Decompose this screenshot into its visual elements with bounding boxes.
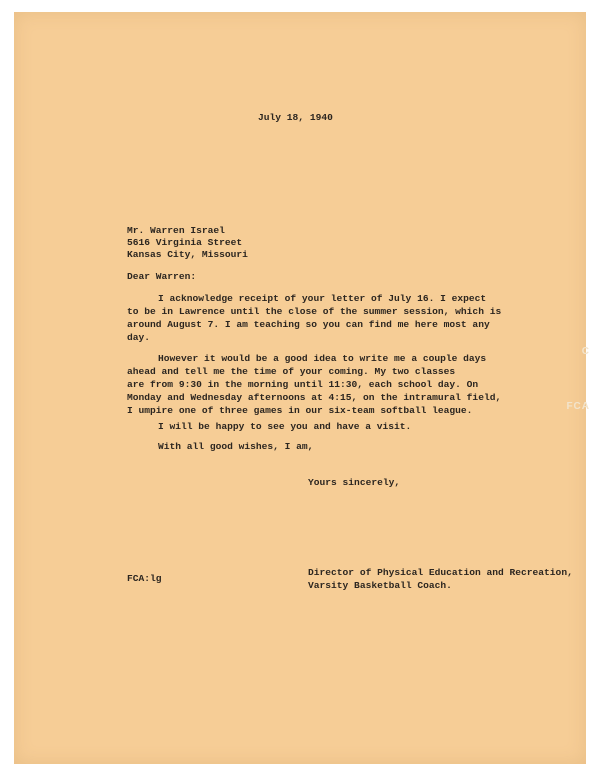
paragraph4: With all good wishes, I am, [158, 441, 314, 452]
paragraph2-line: I umpire one of three games in our six-team softball league. [127, 405, 473, 416]
recipient-city: Kansas City, Missouri [127, 249, 248, 260]
edge-mark: C [581, 346, 590, 357]
recipient-name: Mr. Warren Israel [127, 225, 225, 236]
reference-initials: FCA:lg [127, 573, 162, 584]
paragraph2-line: However it would be a good idea to write me a couple days [158, 353, 487, 364]
recipient-street: 5616 Virginia Street [127, 237, 243, 248]
paragraph2-line: are from 9:30 in the morning until 11:30, each school day. On [127, 379, 479, 390]
closing: Yours sincerely, [308, 477, 401, 488]
paragraph1-line: day. [127, 332, 151, 343]
paragraph1-line: to be in Lawrence until the close of the summer session, which is [127, 306, 502, 317]
paragraph1-line: I acknowledge receipt of your letter of July 16. I expect [158, 293, 487, 304]
paragraph2-line: ahead and tell me the time of your coming. My two classes [127, 366, 456, 377]
salutation: Dear Warren: [127, 271, 197, 282]
signature-title-line2: Varsity Basketball Coach. [308, 580, 452, 591]
signature-title-line1: Director of Physical Education and Recreation, [308, 567, 573, 578]
paragraph3: I will be happy to see you and have a visit. [158, 421, 412, 432]
edge-mark: FCA [566, 401, 590, 412]
paragraph1-line: around August 7. I am teaching so you can find me here most any [127, 319, 490, 330]
letter-date: July 18, 1940 [258, 112, 333, 123]
paragraph2-line: Monday and Wednesday afternoons at 4:15, on the intramural field, [127, 392, 502, 403]
